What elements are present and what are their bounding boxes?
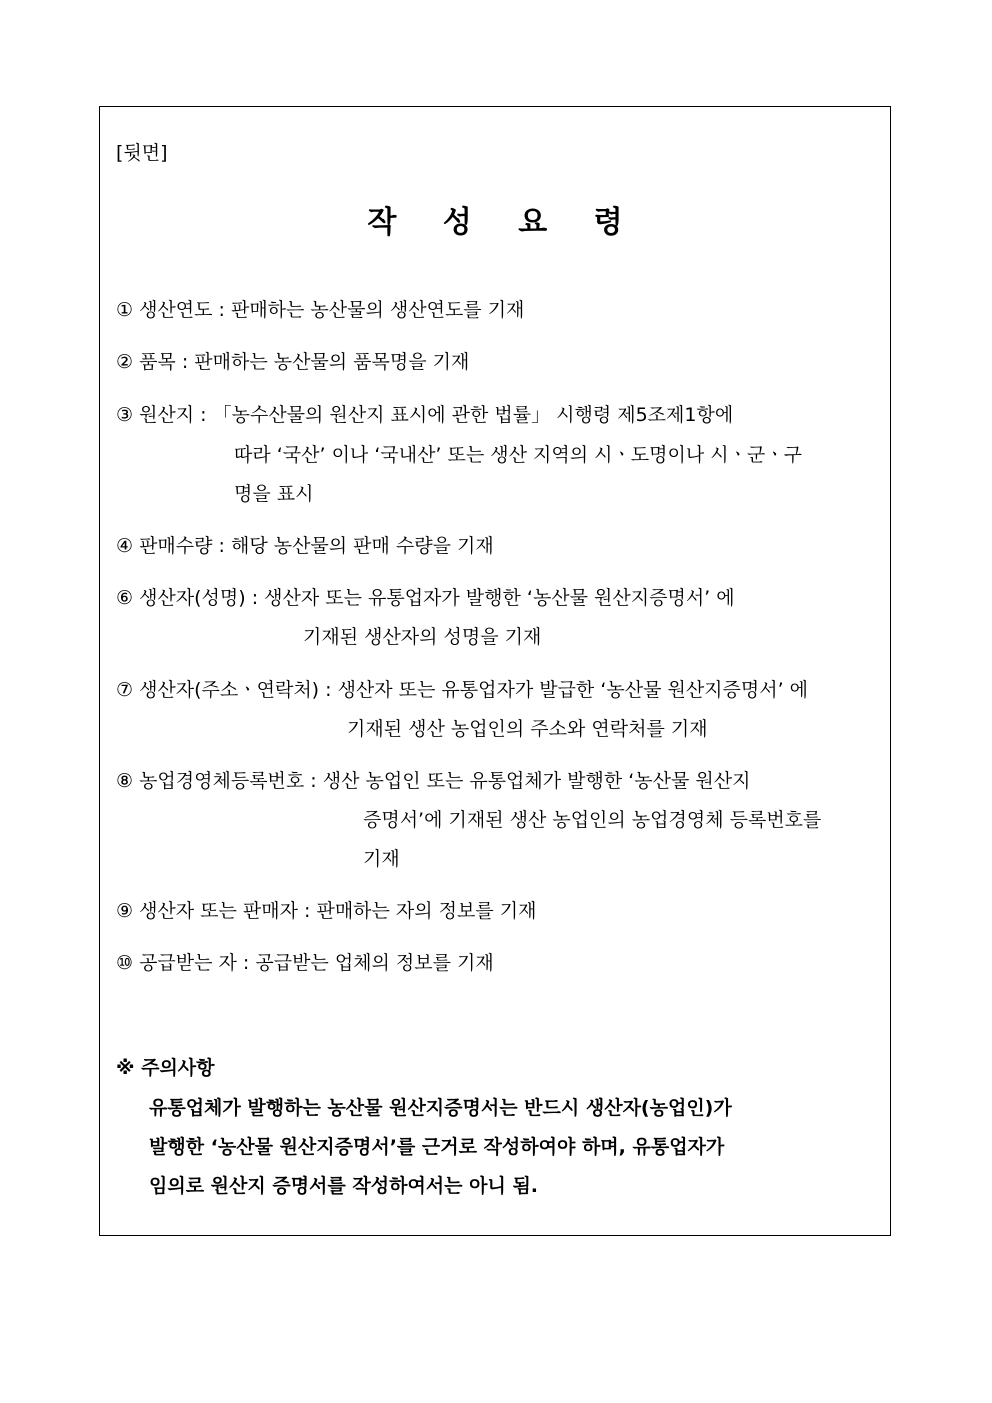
document-frame [99,106,891,1236]
item-producer-contact-line-2: 기재된 생산 농업인의 주소와 연락처를 기재 [347,718,708,740]
notice-line-2: 발행한 ‘농산물 원산지증명서’를 근거로 작성하여야 하며, 유통업자가 [149,1136,725,1158]
item-producer-or-seller: ⑨ 생산자 또는 판매자 : 판매하는 자의 정보를 기재 [116,900,537,922]
item-producer-contact-line-1: ⑦ 생산자(주소ㆍ연락처) : 생산자 또는 유통업자가 발급한 ‘농산물 원산지증명서’ 에 [116,679,809,701]
item-production-year: ① 생산연도 : 판매하는 농산물의 생산연도를 기재 [116,299,525,321]
item-recipient: ⑩ 공급받는 자 : 공급받는 업체의 정보를 기재 [116,952,494,974]
page-title: 작 성 요 령 [367,205,641,240]
back-side-label: [뒷면] [116,142,168,164]
item-origin-line-3: 명을 표시 [234,483,314,505]
item-registration-number-line-2: 증명서’에 기재된 생산 농업인의 농업경영체 등록번호를 [363,809,822,831]
notice-line-1: 유통업체가 발행하는 농산물 원산지증명서는 반드시 생산자(농업인)가 [149,1097,732,1119]
item-producer-name-line-2: 기재된 생산자의 성명을 기재 [303,626,542,648]
item-sales-quantity: ④ 판매수량 : 해당 농산물의 판매 수량을 기재 [116,535,494,557]
item-registration-number-line-3: 기재 [363,848,400,870]
item-producer-name-line-1: ⑥ 생산자(성명) : 생산자 또는 유통업자가 발행한 ‘농산물 원산지증명서’ 에 [116,587,735,609]
item-origin-line-2: 따라 ‘국산’ 이나 ‘국내산’ 또는 생산 지역의 시ㆍ도명이나 시ㆍ군ㆍ구 [234,444,803,466]
notice-heading: ※ 주의사항 [116,1057,215,1079]
item-registration-number-line-1: ⑧ 농업경영체등록번호 : 생산 농업인 또는 유통업체가 발행한 ‘농산물 원산지 [116,770,751,792]
item-origin-line-1: ③ 원산지 : 「농수산물의 원산지 표시에 관한 법률」 시행령 제5조제1항에 [116,404,734,426]
notice-line-3: 임의로 원산지 증명서를 작성하여서는 아니 됨. [149,1175,539,1197]
item-product-name: ② 품목 : 판매하는 농산물의 품목명을 기재 [116,351,470,373]
